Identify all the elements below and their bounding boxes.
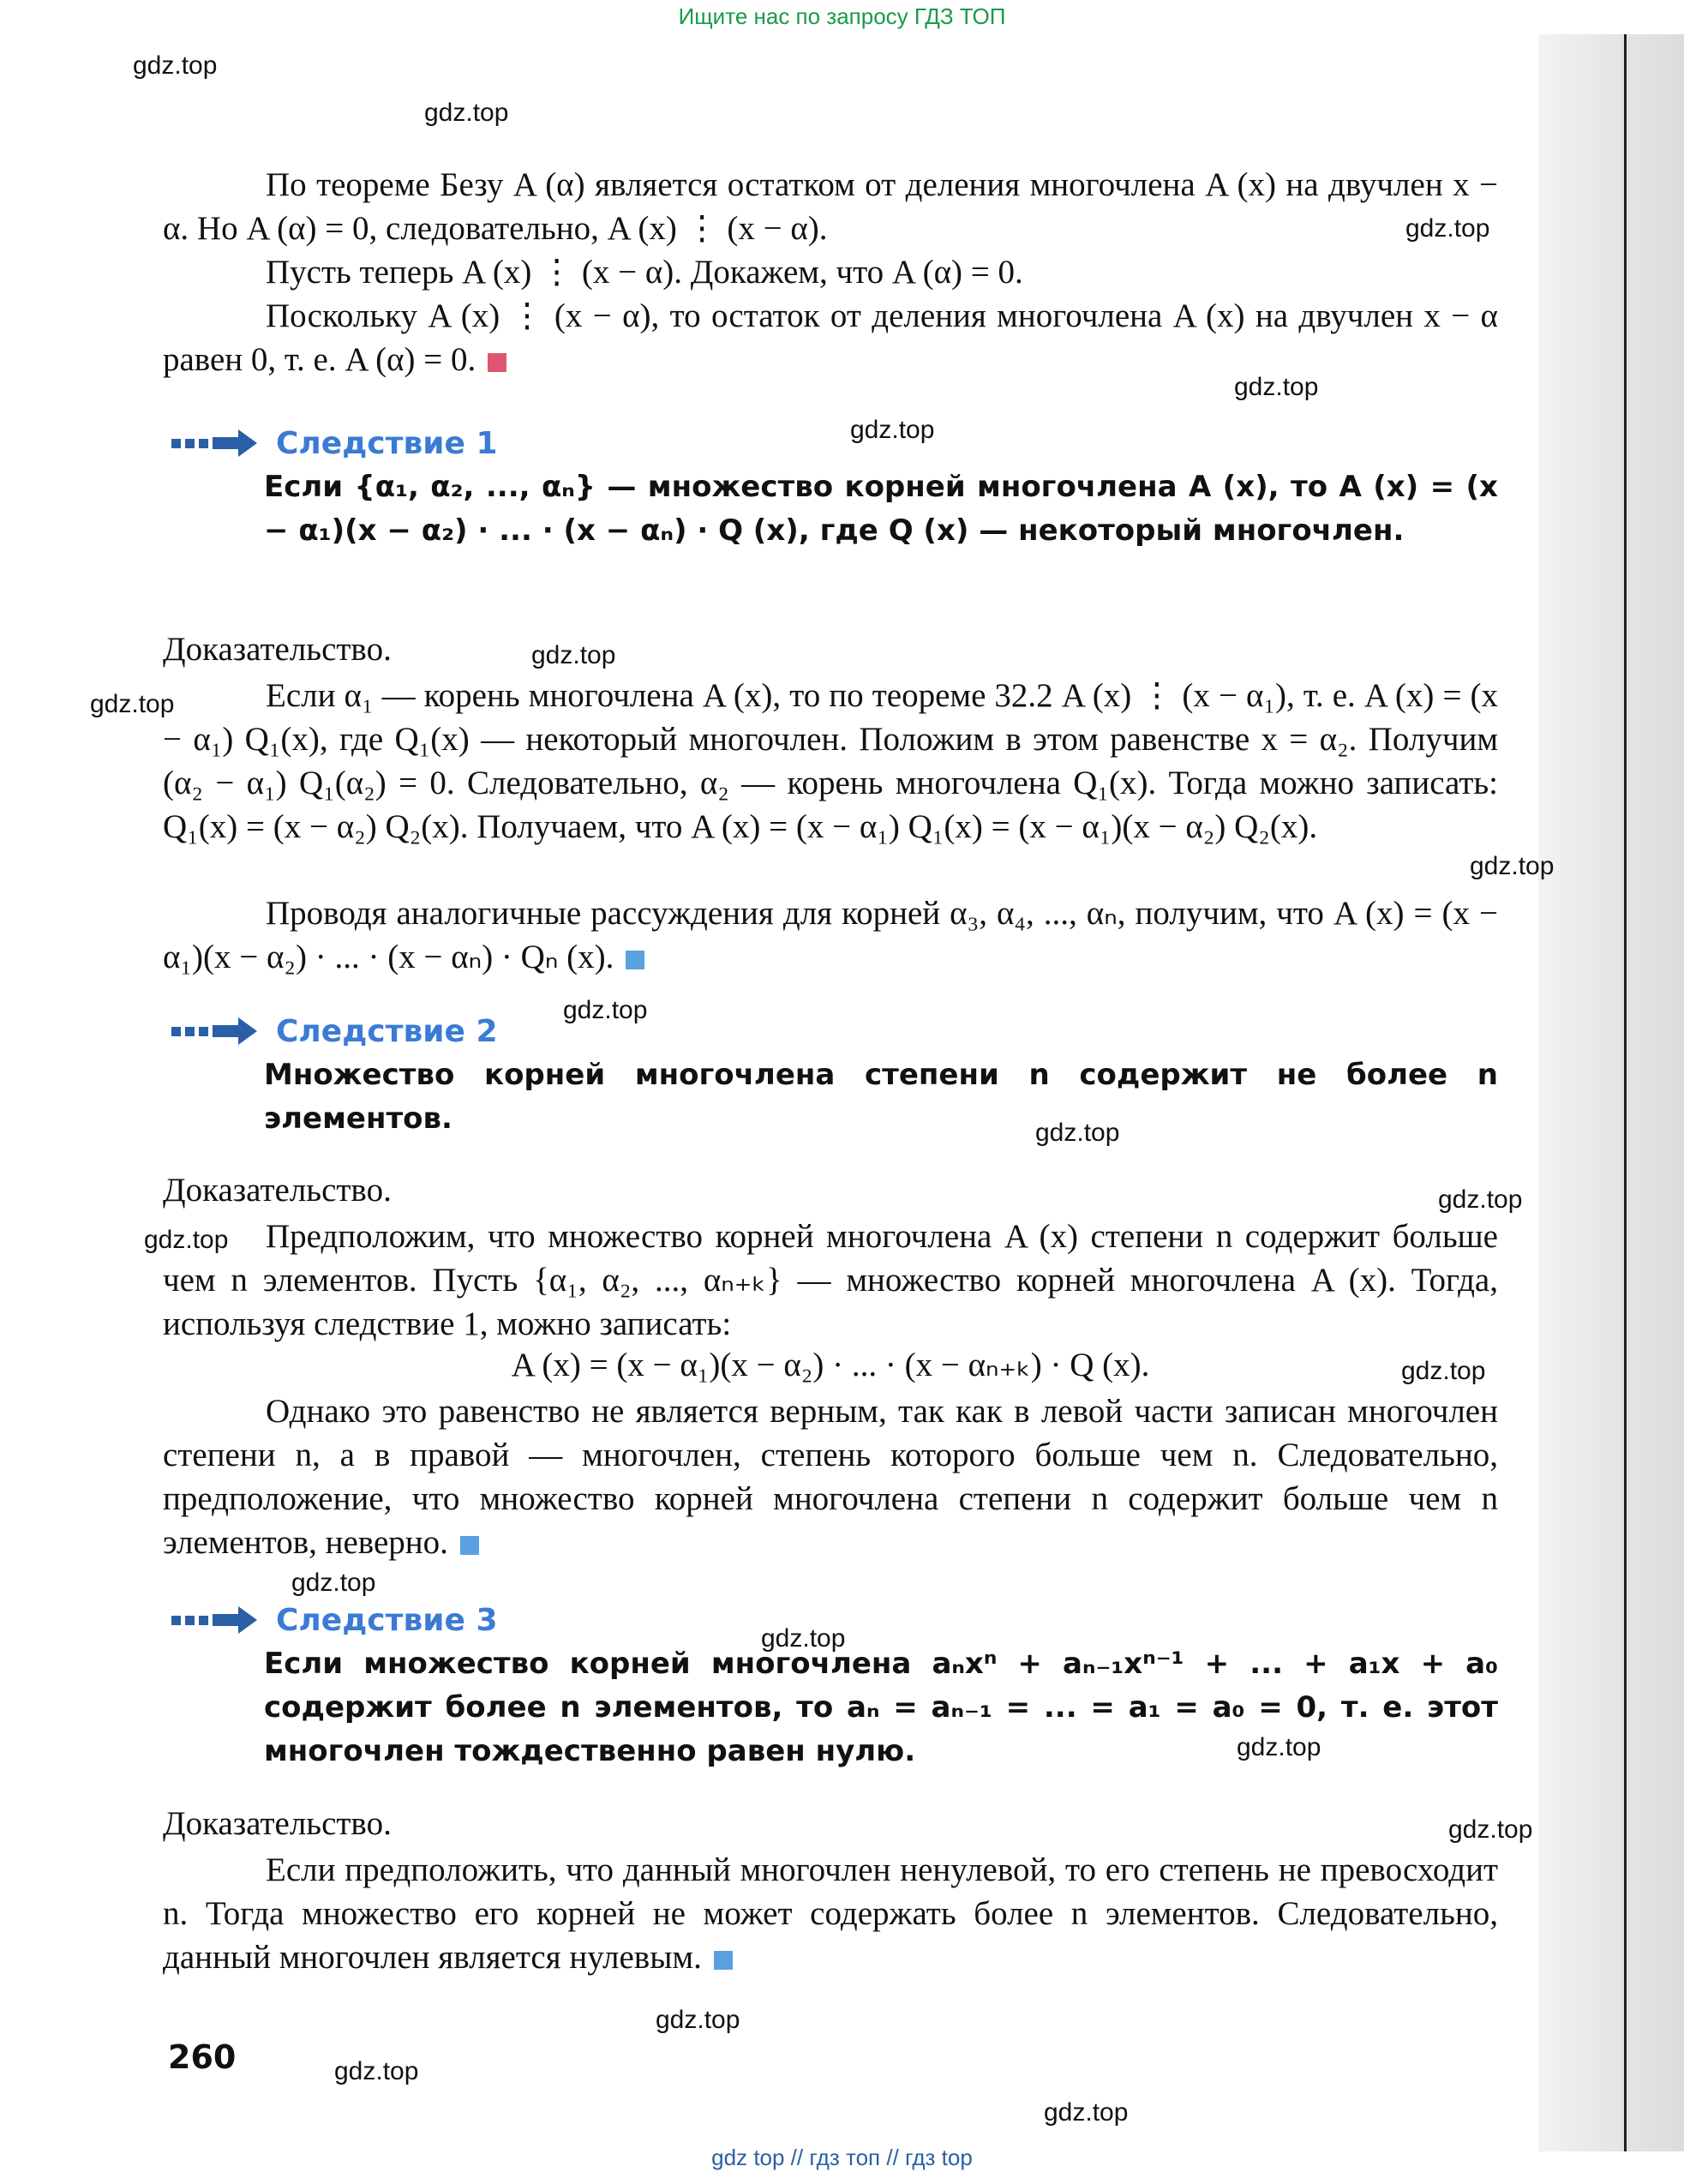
corollary-1-title: Следствие 1 <box>276 425 498 461</box>
watermark: gdz.top <box>144 1226 229 1254</box>
paragraph: По теореме Безу A (α) является остатком от деления многочлена A (x) на двучлен x − α. Но A (α) = 0, следовательно, A (x) ⋮ (x − α). <box>163 166 1498 247</box>
page-number: 260 <box>168 2038 237 2076</box>
watermark: gdz.top <box>133 51 218 80</box>
watermark: gdz.top <box>1470 852 1555 880</box>
footer-links[interactable]: gdz top // гдз топ // гдз top <box>711 2145 973 2170</box>
watermark: gdz.top <box>563 996 648 1024</box>
corollary-3-title: Следствие 3 <box>276 1602 498 1638</box>
corollary-2-title: Следствие 2 <box>276 1013 498 1049</box>
proof-label: Доказательство. <box>163 631 392 668</box>
paragraph: Поскольку A (x) ⋮ (x − α), то остаток от деления многочлена A (x) на двучлен x − α равен 0, т. е. A (α) = 0. <box>163 297 1498 378</box>
top-banner[interactable]: Ищите нас по запросу ГДЗ ТОП <box>678 3 1006 29</box>
watermark: gdz.top <box>1237 1733 1321 1761</box>
corollary-2-heading <box>171 1010 498 1053</box>
watermark: gdz.top <box>334 2057 419 2085</box>
watermark: gdz.top <box>1401 1357 1486 1385</box>
paragraph: Если α₁ — корень многочлена A (x), то по теореме 32.2 A (x) ⋮ (x − α₁), т. е. A (x) = (x − α₁) Q₁(x), где Q₁(x) — некоторый многочлен. Положим в этом равенстве x = α₂. Получим (α₂ − α₁) Q₁(α₂) = 0. Следовательно, α₂ — корень многочлена Q₁(x). Тогда можно записать: Q₁(x) = (x − α₂) Q₂(x). Получаем, что A (x) = (x − α₁) Q₁(x) = (x − α₁)(x − α₂) Q₂(x). <box>163 677 1498 845</box>
page-fold-shadow <box>1538 34 1684 2151</box>
arrow-icon <box>171 429 257 457</box>
watermark: gdz.top <box>424 99 509 127</box>
proof-label: Доказательство. <box>163 1172 392 1209</box>
watermark: gdz.top <box>1405 214 1490 243</box>
formula: A (x) = (x − α₁)(x − α₂) · ... · (x − αₙ₊ₖ) · Q (x). <box>511 1347 1150 1383</box>
paragraph: Однако это равенство не является верным, так как в левой части записан многочлен степени n, а в правой — многочлен, степень которого больше чем n. Следовательно, предположение, что множество корней многочлена степени n содержит больше чем n элементов, неверно. <box>163 1393 1498 1561</box>
corollary-1-heading <box>171 422 498 465</box>
watermark: gdz.top <box>1234 373 1319 401</box>
paragraph: Если предположить, что данный многочлен ненулевой, то его степень не превосходит n. Тогда множество его корней не может содержать более n элементов. Следовательно, данный многочлен является нулевым. <box>163 1851 1498 1976</box>
corollary-1-statement: Если {α₁, α₂, ..., αₙ} — множество корней многочлена A (x), то A (x) = (x − α₁)(x − α₂) · ... · (x − αₙ) · Q (x), где Q (x) — некоторый многочлен. <box>264 470 1498 548</box>
watermark: gdz.top <box>1438 1185 1523 1214</box>
watermark: gdz.top <box>656 2006 740 2034</box>
corollary-3-heading <box>171 1599 498 1641</box>
corollary-3-statement: Если множество корней многочлена aₙxⁿ + aₙ₋₁xⁿ⁻¹ + ... + a₁x + a₀ содержит более n элементов, то aₙ = aₙ₋₁ = ... = a₁ = a₀ = 0, т. е. этот многочлен тождественно равен нулю. <box>264 1647 1498 1768</box>
watermark: gdz.top <box>90 690 175 718</box>
paragraph: Пусть теперь A (x) ⋮ (x − α). Докажем, что A (α) = 0. <box>266 254 1023 291</box>
arrow-icon <box>171 1017 257 1045</box>
end-of-proof-icon <box>714 1951 733 1970</box>
proof-label: Доказательство. <box>163 1805 392 1842</box>
end-of-proof-icon <box>488 353 506 372</box>
watermark: gdz.top <box>291 1569 376 1597</box>
watermark: gdz.top <box>761 1624 846 1653</box>
watermark: gdz.top <box>1448 1815 1533 1844</box>
watermark: gdz.top <box>531 641 616 669</box>
watermark: gdz.top <box>850 416 935 444</box>
end-of-proof-icon <box>626 951 644 969</box>
corollary-2-statement: Множество корней многочлена степени n содержит не более n элементов. <box>264 1058 1498 1136</box>
watermark: gdz.top <box>1044 2098 1129 2127</box>
paragraph: Проводя аналогичные рассуждения для корней α₃, α₄, ..., αₙ, получим, что A (x) = (x − α₁)(x − α₂) · ... · (x − αₙ) · Qₙ (x). <box>163 895 1498 975</box>
arrow-icon <box>171 1606 257 1634</box>
page-edge <box>1624 34 1627 2151</box>
end-of-proof-icon <box>460 1536 479 1555</box>
watermark: gdz.top <box>1035 1119 1120 1147</box>
paragraph: Предположим, что множество корней многочлена A (x) степени n содержит больше чем n элементов. Пусть {α₁, α₂, ..., αₙ₊ₖ} — множество корней многочлена A (x). Тогда, используя следствие 1, можно записать: <box>163 1218 1498 1342</box>
